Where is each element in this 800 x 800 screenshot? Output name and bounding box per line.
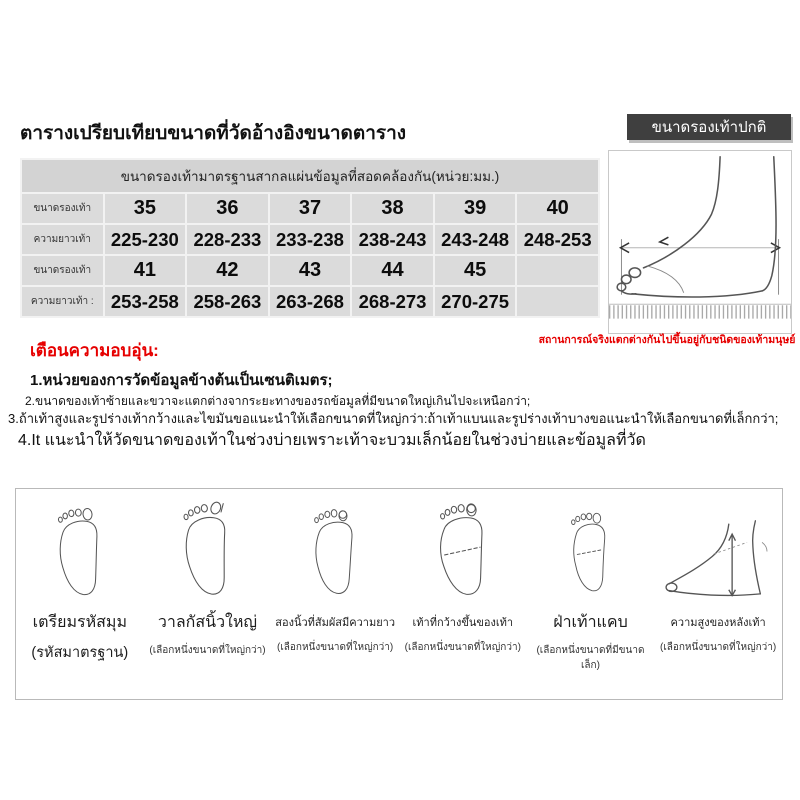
foot-type-title: เท้าที่กว้างขึ้นของเท้า: [412, 617, 514, 629]
footprint-standard-illustration: [18, 501, 142, 601]
foot-type-title: สองนิ้วที่สัมผัสมีความยาว: [275, 617, 396, 629]
table-row: [21, 286, 599, 317]
table-cell: 35: [104, 193, 187, 224]
table-cell: 42: [186, 255, 269, 286]
size-table: [20, 158, 600, 318]
table-row: [21, 193, 599, 224]
table-cell: 36: [186, 193, 269, 224]
footprint-long-toe-illustration: [273, 501, 397, 601]
foot-type-title: ฝ่าเท้าแคบ: [553, 614, 628, 631]
reminder-note: 1.หน่วยของการวัดข้อมูลข้างต้นเป็นเซนติเมตร;: [30, 372, 333, 389]
normal-shoe-size-badge: ขนาดรองเท้าปกติ: [627, 114, 791, 140]
row-label: ความยาวเท้า :: [21, 286, 104, 317]
table-row: [21, 224, 599, 255]
table-cell: 43: [269, 255, 352, 286]
foot-type-subtitle: (เลือกหนึ่งขนาดที่ใหญ่กว่า): [404, 641, 521, 653]
table-cell: 243-248: [434, 224, 517, 255]
table-row: [21, 255, 599, 286]
table-cell: 38: [351, 193, 434, 224]
table-cell: 263-268: [269, 286, 352, 317]
foot-type-item: [401, 501, 525, 655]
foot-type-title: ความสูงของหลังเท้า: [670, 617, 766, 629]
actual-situation-note: สถานการณ์จริงแตกต่างกันไปขึ้นอยู่กับชนิดของเท้ามนุษย์: [538, 334, 796, 346]
size-table-header: ขนาดรองเท้ามาตรฐานสากลแผ่นข้อมูลที่สอดคล้องกัน(หน่วย:มม.): [21, 159, 599, 193]
table-cell: 37: [269, 193, 352, 224]
foot-types-panel: [15, 488, 783, 700]
table-cell: 233-238: [269, 224, 352, 255]
foot-instep-height-illustration: [656, 501, 780, 601]
foot-type-item: [145, 501, 269, 658]
row-label: ขนาดรองเท้า: [21, 255, 104, 286]
foot-type-item: [656, 501, 780, 655]
foot-type-item: [528, 501, 652, 673]
table-cell: [516, 286, 599, 317]
row-label: ความยาวเท้า: [21, 224, 104, 255]
table-cell: 45: [434, 255, 517, 286]
footprint-narrow-illustration: [528, 501, 652, 601]
reminder-note: 2.ขนาดของเท้าซ้ายและขวาจะแตกต่างจากระยะทางของรถข้อมูลที่มีขนาดใหญ่เกินไปจะเหนือกว่า;: [25, 394, 531, 408]
table-cell: 44: [351, 255, 434, 286]
foot-type-subtitle: (เลือกหนึ่งขนาดที่ใหญ่กว่า): [659, 641, 777, 653]
foot-type-subtitle: (เลือกหนึ่งขนาดที่ใหญ่กว่า): [277, 641, 394, 653]
table-cell: [516, 255, 599, 286]
foot-type-title: เตรียมรหัสมุม: [32, 614, 128, 631]
table-cell: 40: [516, 193, 599, 224]
page-title: ตารางเปรียบเทียบขนาดที่วัดอ้างอิงขนาดตาราง: [20, 123, 407, 144]
reminder-note: 4.It แนะนำให้วัดขนาดของเท้าในช่วงบ่ายเพราะเท้าจะบวมเล็กน้อยในช่วงบ่ายและข้อมูลที่วัด: [18, 432, 646, 449]
foot-type-item: [273, 501, 397, 655]
table-cell: 225-230: [104, 224, 187, 255]
reminder-note: 3.ถ้าเท้าสูงและรูปร่างเท้ากว้างและไขมันขอแนะนำให้เลือกขนาดที่ใหญ่กว่า:ถ้าเท้าแบนและรูปร่างเท้าบางขอแนะนำให้เลือกขนาดที่เล็กกว่า;: [8, 411, 779, 426]
foot-type-subtitle: (เลือกหนึ่งขนาดที่ใหญ่กว่า): [149, 645, 266, 656]
foot-type-subtitle: (เลือกหนึ่งขนาดที่มีขนาดเล็ก): [536, 645, 645, 671]
foot-measurement-panel: [608, 150, 792, 334]
footprint-valgus-illustration: [145, 501, 269, 601]
foot-type-subtitle: (รหัสมาตรฐาน): [31, 645, 129, 661]
table-cell: 228-233: [186, 224, 269, 255]
table-cell: 258-263: [186, 286, 269, 317]
table-cell: 253-258: [104, 286, 187, 317]
row-label: ขนาดรองเท้า: [21, 193, 104, 224]
foot-type-title: วาลกัสนิ้วใหญ่: [157, 614, 258, 631]
footprint-wide-illustration: [401, 501, 525, 601]
table-cell: 39: [434, 193, 517, 224]
table-cell: 270-275: [434, 286, 517, 317]
table-cell: 268-273: [351, 286, 434, 317]
table-cell: 41: [104, 255, 187, 286]
foot-type-item: [18, 501, 142, 664]
foot-side-view-illustration: [609, 151, 791, 333]
table-cell: 248-253: [516, 224, 599, 255]
table-cell: 238-243: [351, 224, 434, 255]
warm-reminder-heading: เตือนความอบอุ่น:: [30, 341, 159, 360]
